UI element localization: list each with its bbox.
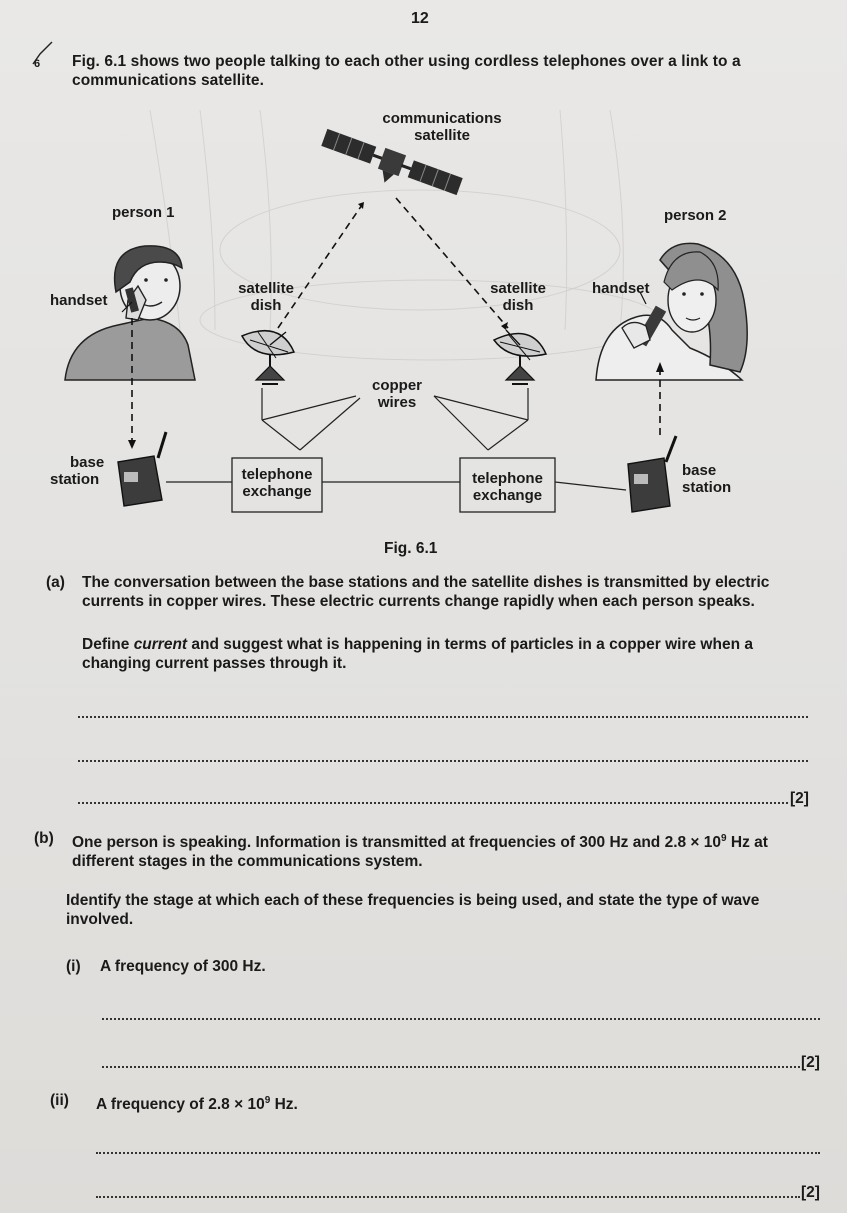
handset-left-label: handset [50, 292, 108, 309]
part-a-text-2: Define current and suggest what is happening in terms of particles in a copper wire when a changing current passes through it. [82, 636, 753, 672]
radio-link-lines [278, 198, 508, 328]
sub-ii-text: A frequency of $2.8 \times 10^9$ Hz. [96, 1095, 298, 1114]
base-station-right-icon [628, 436, 676, 512]
satellite-dish-left-icon [242, 331, 294, 384]
figure-caption: Fig. 6.1 [384, 540, 438, 557]
sub-i-text: A frequency of 300 Hz. [100, 958, 266, 975]
question-intro: Fig. 6.1 shows two people talking to each other using cordless telephones over a link to a communications satellite. [72, 53, 741, 89]
person-1-illustration [65, 246, 195, 380]
base-station-left-label: base station [50, 454, 105, 488]
part-a-label: (a) [46, 574, 65, 591]
part-a-text-1: The conversation between the base stations and the satellite dishes is transmitted by electric currents in copper wires. These electric currents change rapidly when each person speaks. [82, 574, 770, 610]
show-through-texture [150, 110, 660, 360]
base-station-right-label: base station [682, 462, 732, 496]
satellite-dish-right-icon [494, 330, 546, 384]
sub-ii-marks: [2] [801, 1184, 820, 1201]
part-b-text-2: Identify the stage at which each of these frequencies is being used, and state the type of wave involved. [66, 892, 760, 928]
answer-line-a-2[interactable] [78, 760, 808, 762]
dish-right-label: satellite dish [490, 280, 546, 314]
question-number: 6 [34, 58, 41, 70]
copper-wires-label: copper wires [371, 377, 422, 411]
sub-ii-label: (ii) [50, 1092, 69, 1109]
exchange-left-label: telephone exchange [241, 466, 313, 500]
dish-left-label: satellite dish [238, 280, 294, 314]
sub-i-label: (i) [66, 958, 81, 975]
base-station-left-icon [118, 432, 166, 506]
page-number: 12 [411, 10, 429, 27]
answer-line-i-1[interactable] [102, 1018, 820, 1020]
answer-line-a-1[interactable] [78, 716, 808, 718]
handset-right-label: handset [592, 280, 650, 297]
part-b-text-1: One person is speaking. Information is transmitted at frequencies of 300 Hz and $2.8 \times 10^9$ Hz at different stages in the communications system. [72, 833, 768, 871]
answer-line-i-2[interactable] [102, 1066, 800, 1068]
satellite-label: communications satellite [382, 110, 502, 144]
answer-line-a-3[interactable] [78, 802, 788, 804]
person-1-label: person 1 [112, 204, 175, 221]
sub-i-marks: [2] [801, 1054, 820, 1071]
person-2-label: person 2 [664, 207, 727, 224]
person-2-illustration [596, 243, 747, 380]
exchange-right-label: telephone exchange [472, 470, 543, 504]
part-a-marks: [2] [790, 790, 809, 807]
answer-line-ii-2[interactable] [96, 1196, 800, 1198]
part-b-label: (b) [34, 830, 54, 847]
answer-line-ii-1[interactable] [96, 1152, 820, 1154]
